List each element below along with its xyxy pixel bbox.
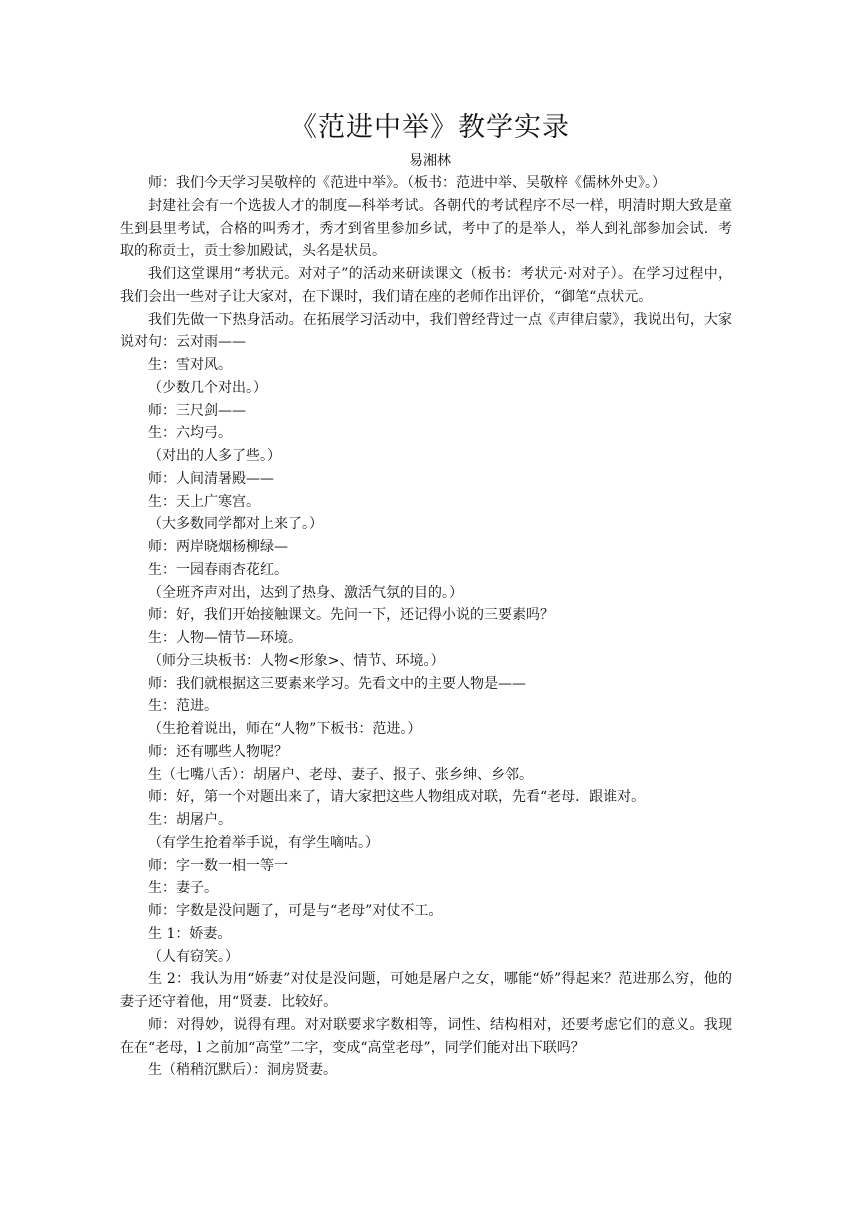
document-author: 易湘林 — [409, 153, 451, 169]
paragraph: 师：对得妙，说得有理。对对联要求字数相等，词性、结构相对，还要考虑它们的意义。我现在在“老母，l 之前加“高堂”二字，变成“高堂老母”，同学们能对出下联吗？ — [120, 1016, 732, 1056]
paragraph: 师：我们今天学习吴敬梓的《范进中举》。（板书：范进中举、吴敬梓《儒林外史》。） — [148, 175, 666, 191]
paragraph: 师：还有哪些人物呢？ — [148, 743, 288, 760]
paragraph: 师：人间清暑殿—— — [148, 470, 274, 487]
paragraph: 我们先做一下热身活动。在拓展学习活动中，我们曾经背过一点《声律启蒙》，我说出句，大家说对句：云对雨—— — [120, 311, 732, 351]
paragraph: 生：雪对风。 — [148, 357, 232, 373]
paragraph: （师分三块板书：人物<形象>、情节、环境。） — [148, 652, 445, 669]
paragraph: （少数几个对出。） — [148, 379, 267, 396]
paragraph: 师：好，我们开始接触课文。先问一下，还记得小说的三要素吗？ — [148, 607, 554, 624]
paragraph: 生：范进。 — [148, 698, 218, 715]
paragraph: 生：胡屠户。 — [148, 812, 232, 828]
paragraph: 生（稍稍沉默后）：洞房贤妻。 — [148, 1062, 337, 1079]
paragraph: 生：妻子。 — [148, 880, 218, 897]
paragraph: （大多数同学都对上来了。） — [148, 516, 323, 533]
paragraph: 生：六均弓。 — [148, 425, 232, 442]
paragraph: 生 1：娇妻。 — [148, 925, 232, 942]
paragraph: （对出的人多了些。） — [148, 448, 281, 464]
paragraph: （有学生抢着举手说，有学生嘀咕。） — [148, 834, 379, 851]
paragraph: 师：字一数一相一等一 — [148, 857, 288, 874]
paragraph: （全班齐声对出，达到了热身、激活气氛的目的。） — [148, 584, 463, 601]
paragraph: 师：好，第一个对题出来了，请大家把这些人物组成对联，先看“老母．跟谁对。 — [148, 789, 646, 806]
paragraph: （人有窃笑。） — [148, 948, 239, 965]
paragraph: 师：我们就根据这三要素来学习。先看文中的主要人物是—— — [148, 675, 526, 692]
document-title: 《范进中举》教学实录 — [290, 112, 570, 143]
paragraph: 生（七嘴八舌）：胡屠户、老母、妻子、报子、张乡绅、乡邻。 — [148, 766, 533, 783]
paragraph: 生：天上广寒宫。 — [148, 493, 260, 510]
paragraph: 生 2：我认为用“娇妻”对仗是没问题，可她是屠户之女，哪能“娇”得起来？范进那么穷，他的妻子还守着他，用“贤妻．比较好。 — [120, 971, 732, 1010]
document-body — [120, 172, 732, 1082]
paragraph: 封建社会有一个选拔人才的制度—科举考试。各朝代的考试程序不尽一样，明清时期大致是童生到县里考试，合格的叫秀才，秀才到省里参加乡试，考中了的是举人，举人到礼部参加会试．考取的称贡士，贡士参加殿试，头名是状员。 — [120, 197, 732, 260]
paragraph: 生：一园春雨杏花红。 — [148, 561, 288, 578]
paragraph: 师：两岸晓烟杨柳绿— — [148, 539, 288, 555]
paragraph: 师：三尺剑—— — [148, 402, 246, 419]
paragraph: 我们这堂课用“考状元。对对子”的活动来研读课文（板书：考状元·对对子）。在学习过程中，我们会出一些对子让大家对，在下课时，我们请在座的老师作出评价，“御笔“点状元。 — [120, 266, 732, 305]
paragraph: 师：字数是没问题了，可是与“老母”对仗不工。 — [148, 903, 443, 919]
paragraph: （生抢着说出，师在“人物”下板书：范进。） — [148, 721, 422, 737]
paragraph: 生：人物—情节—环境。 — [148, 630, 302, 646]
